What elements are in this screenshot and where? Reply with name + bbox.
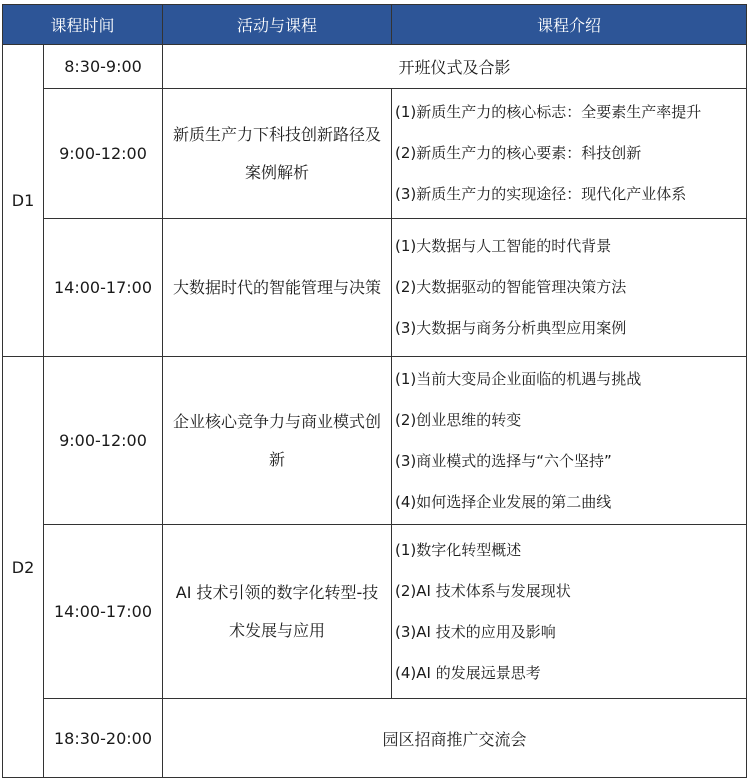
header-intro: 课程介绍 xyxy=(392,5,747,45)
table-row xyxy=(3,525,747,699)
intro-item: (1)数字化转型概述 xyxy=(395,540,522,559)
time-cell: 9:00-12:00 xyxy=(44,357,163,525)
table-row xyxy=(3,699,747,778)
intro-cell xyxy=(392,89,747,219)
time-cell: 18:30-20:00 xyxy=(44,699,163,778)
activity-cell: 企业核心竞争力与商业模式创新 xyxy=(163,357,392,525)
intro-item: (2)AI 技术体系与发展现状 xyxy=(395,581,571,600)
intro-item: (2)创业思维的转变 xyxy=(395,410,522,429)
activity-cell: AI 技术引领的数字化转型-技术发展与应用 xyxy=(163,525,392,699)
intro-item: (4)如何选择企业发展的第二曲线 xyxy=(395,492,612,511)
day-label: D1 xyxy=(3,45,44,357)
intro-item: (1)大数据与人工智能的时代背景 xyxy=(395,237,612,255)
header-row xyxy=(3,5,747,45)
schedule-table xyxy=(2,4,747,778)
intro-item: (3)新质生产力的实现途径：现代化产业体系 xyxy=(395,185,687,203)
intro-item: (2)大数据驱动的智能管理决策方法 xyxy=(395,278,627,296)
table-row xyxy=(3,45,747,89)
intro-item: (4)AI 的发展远景思考 xyxy=(395,663,541,682)
intro-cell xyxy=(392,219,747,357)
intro-item: (3)大数据与商务分析典型应用案例 xyxy=(395,319,627,337)
activity-cell: 新质生产力下科技创新路径及案例解析 xyxy=(163,89,392,219)
time-cell: 9:00-12:00 xyxy=(44,89,163,219)
time-cell: 8:30-9:00 xyxy=(44,45,163,89)
intro-item: (2)新质生产力的核心要素：科技创新 xyxy=(395,144,642,162)
time-cell: 14:00-17:00 xyxy=(44,525,163,699)
activity-cell: 园区招商推广交流会 xyxy=(163,699,747,778)
table-row xyxy=(3,357,747,525)
header-activity: 活动与课程 xyxy=(163,5,392,45)
table-row xyxy=(3,89,747,219)
intro-item: (1)新质生产力的核心标志：全要素生产率提升 xyxy=(395,103,702,121)
day-label: D2 xyxy=(3,357,44,778)
intro-cell xyxy=(392,525,747,699)
header-time: 课程时间 xyxy=(3,5,163,45)
activity-cell: 开班仪式及合影 xyxy=(163,45,747,89)
activity-cell: 大数据时代的智能管理与决策 xyxy=(163,219,392,357)
intro-cell xyxy=(392,357,747,525)
intro-item: (1)当前大变局企业面临的机遇与挑战 xyxy=(395,369,642,388)
intro-item: (3)AI 技术的应用及影响 xyxy=(395,622,556,641)
table-row xyxy=(3,219,747,357)
time-cell: 14:00-17:00 xyxy=(44,219,163,357)
intro-item: (3)商业模式的选择与“六个坚持” xyxy=(395,451,612,470)
